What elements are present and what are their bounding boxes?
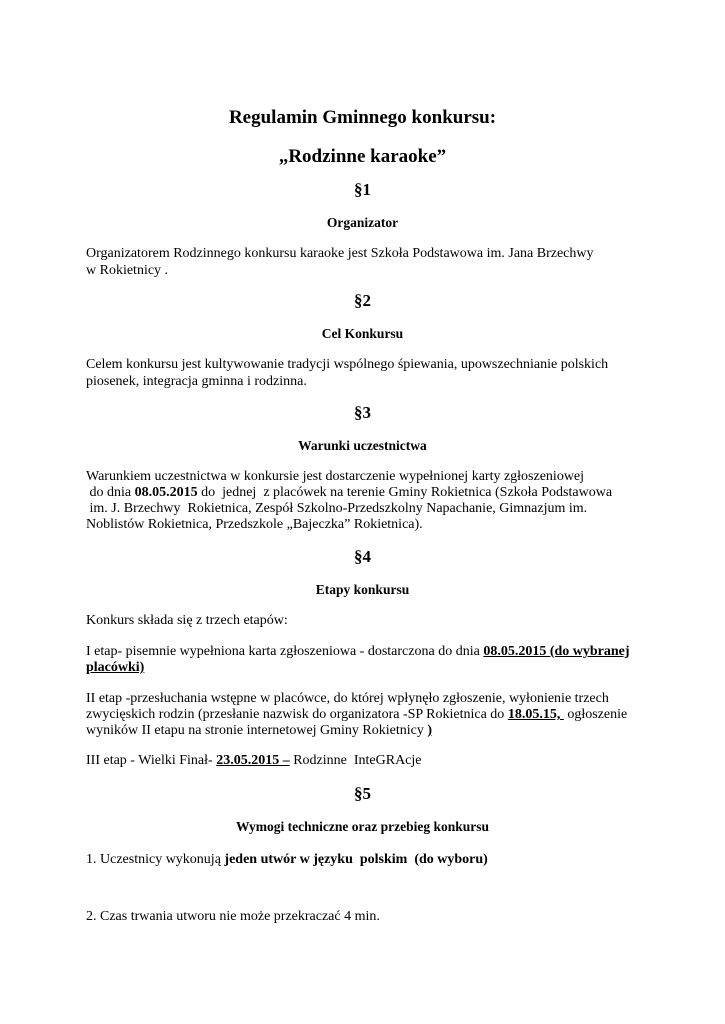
stage-2-text-end: ogłoszenie xyxy=(563,707,628,722)
section-3-line-4: Noblistów Rokietnica, Przedszkole „Bajeczka” Rokietnica). xyxy=(86,517,423,532)
section-1-line-2: w Rokietnicy . xyxy=(86,263,169,278)
section-3-line-2-start: do dnia xyxy=(86,485,135,500)
point-1-text: 1. Uczestnicy wykonują xyxy=(86,852,225,867)
section-3-line-3: im. J. Brzechwy Rokietnica, Zespół Szkolno-Przedszkolny Napachanie, Gimnazjum im. xyxy=(86,501,588,516)
stage-3-text: III etap - Wielki Finał- xyxy=(86,753,217,768)
section-5-heading: Wymogi techniczne oraz przebieg konkursu xyxy=(236,819,489,834)
stage-2-results-text: wyników II etapu na stronie internetowej Gminy Rokietnicy xyxy=(86,723,428,738)
stage-1-line-2 xyxy=(86,659,144,676)
section-3-deadline-date: 08.05.2015 xyxy=(134,485,198,500)
section-5-point-2: 2. Czas trwania utworu nie może przekraczać 4 min. xyxy=(86,909,380,924)
section-4-intro: Konkurs składa się z trzech etapów: xyxy=(86,613,288,628)
stage-2-line-2 xyxy=(86,706,627,723)
stage-1-text: I etap- pisemnie wypełniona karta zgłoszeniowa - dostarczona do dnia xyxy=(86,644,484,659)
section-5-point-1 xyxy=(86,851,488,868)
stage-2-line-3 xyxy=(86,722,432,739)
document-subtitle: „Rodzinne karaoke” xyxy=(278,146,447,167)
section-3-number: §3 xyxy=(354,403,371,422)
stage-2-paren: ) xyxy=(427,723,433,738)
stage-3-event: Rodzinne InteGRAcje xyxy=(289,753,422,768)
section-5-number: §5 xyxy=(354,784,371,803)
section-2-line-2: piosenek, integracja gminna i rodzinna. xyxy=(86,374,307,389)
stage-1-place: placówki) xyxy=(86,660,145,675)
section-4-heading: Etapy konkursu xyxy=(315,582,410,597)
section-1-heading: Organizator xyxy=(326,215,399,230)
section-3-heading: Warunki uczestnictwa xyxy=(298,438,427,453)
section-1-number: §1 xyxy=(354,180,371,199)
section-3-line-1: Warunkiem uczestnictwa w konkursie jest dostarczenie wypełnionej karty zgłoszeniowej xyxy=(86,469,585,484)
stage-2-line-1: II etap -przesłuchania wstępne w placówce, do której wpłynęło zgłoszenie, wyłonienie trzech xyxy=(86,691,609,706)
document-title: Regulamin Gminnego konkursu: xyxy=(228,107,497,128)
section-2-line-1: Celem konkursu jest kultywowanie tradycji wspólnego śpiewania, upowszechnianie polskich xyxy=(86,357,609,372)
stage-3-line xyxy=(86,752,422,769)
stage-1-deadline: 08.05.2015 (do wybranej xyxy=(483,644,630,659)
section-2-number: §2 xyxy=(354,291,371,310)
section-2-heading: Cel Konkursu xyxy=(321,326,404,341)
section-1-line-1: Organizatorem Rodzinnego konkursu karaoke jest Szkoła Podstawowa im. Jana Brzechwy xyxy=(86,246,594,261)
point-1-bold: jeden utwór w języku polskim (do wyboru) xyxy=(224,852,488,867)
section-4-number: §4 xyxy=(354,547,371,566)
stage-2-date: 18.05.15, xyxy=(507,707,564,722)
stage-2-text: zwycięskich rodzin (przesłanie nazwisk do organizatora -SP Rokietnica do xyxy=(86,707,508,722)
stage-1-line-1 xyxy=(86,643,630,660)
section-3-line-2 xyxy=(86,484,612,501)
section-3-line-2-end: do jednej z placówek na terenie Gminy Rokietnica (Szkoła Podstawowa xyxy=(197,485,613,500)
stage-3-date: 23.05.2015 – xyxy=(216,753,290,768)
